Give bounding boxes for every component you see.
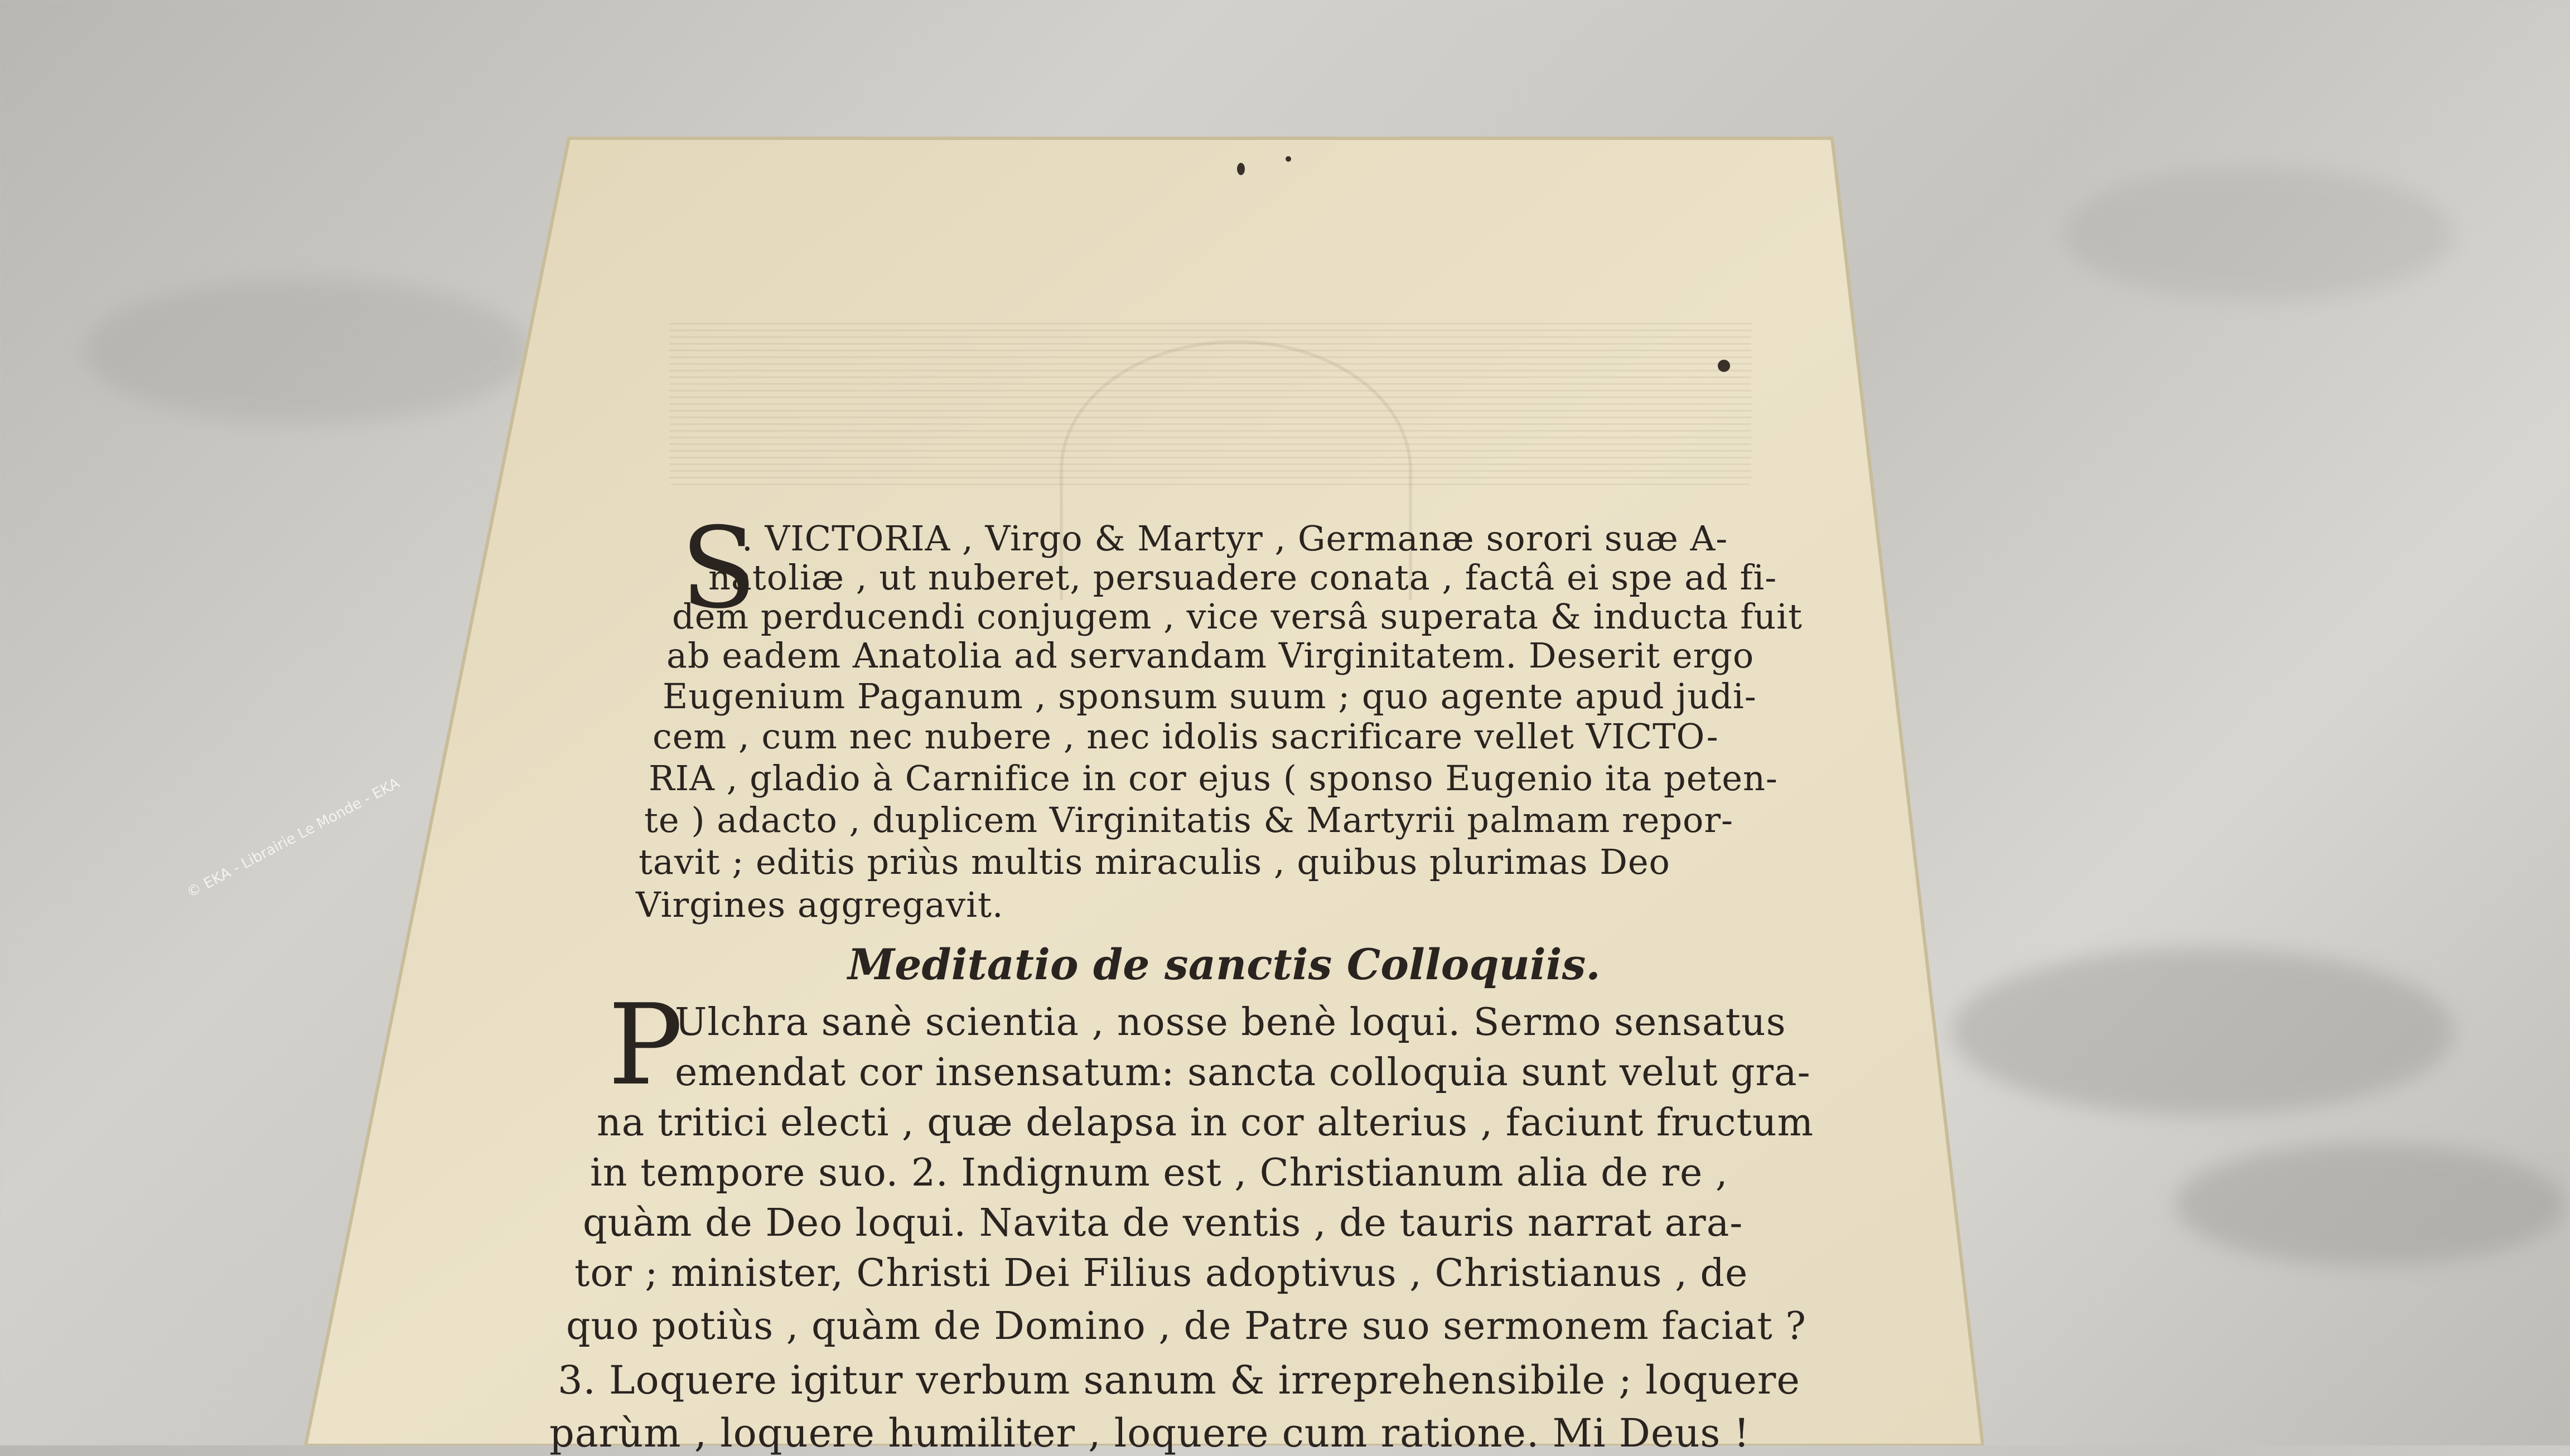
paragraph1-line: te ) adacto , duplicem Virginitatis & Martyrii palmam repor- [644,800,1733,840]
paragraph2-line: emendat cor insensatum: sancta colloquia sunt velut gra- [675,1051,1811,1095]
paragraph2-line: tor ; minister, Christi Dei Filius adoptivus , Christianus , de [574,1251,1748,1295]
paragraph1-line: ab eadem Anatolia ad servandam Virginitatem. Deserit ergo [666,635,1755,676]
paragraph1-line: Eugenium Paganum , sponsum suum ; quo agente apud judi- [663,676,1757,717]
paragraph2-line: in tempore suo. 2. Indignum est , Christianum alia de re , [590,1151,1728,1195]
paragraph2-line: na tritici electi , quæ delapsa in cor alterius , faciunt fructum [597,1101,1814,1145]
watermark-text: © EKA - Librairie Le Monde - EKA [184,775,403,902]
paragraph1-line: cem , cum nec nubere , nec idolis sacrificare vellet VICTO- [653,716,1719,757]
dropcap-p: P [608,980,683,1110]
paragraph1-line: . VICTORIA , Virgo & Martyr , Germanæ sorori suæ A- [742,518,1728,559]
paragraph1-line: RIA , gladio à Carnifice in cor ejus ( sponso Eugenio ita peten- [649,758,1778,799]
paragraph1-line: dem perducendi conjugem , vice versâ superata & inducta fuit [672,596,1803,637]
paragraph2-line: quàm de Deo loqui. Navita de ventis , de tauris narrat ara- [583,1201,1743,1245]
dropcap-s: S [680,504,757,633]
paragraph1-line: Virgines aggregavit. [636,884,1004,925]
paragraph2-line: 3. Loquere igitur verbum sanum & irreprehensibile ; loquere [558,1357,1800,1403]
paragraph1-line: natoliæ , ut nuberet, persuadere conata , factâ ei spe ad fi- [708,557,1777,598]
paragraph2-line: quo potiùs , quàm de Domino , de Patre suo sermonem faciat ? [566,1304,1806,1348]
meditation-heading: Meditatio de sanctis Colloquiis. [848,940,1601,989]
paragraph2-line: Ulchra sanè scientia , nosse benè loqui. Sermo sensatus [675,1000,1786,1044]
paragraph1-line: tavit ; editis priùs multis miraculis , quibus plurimas Deo [639,841,1670,882]
paragraph2-line: parùm , loquere humiliter , loquere cum ratione. Mi Deus ! [549,1410,1750,1456]
